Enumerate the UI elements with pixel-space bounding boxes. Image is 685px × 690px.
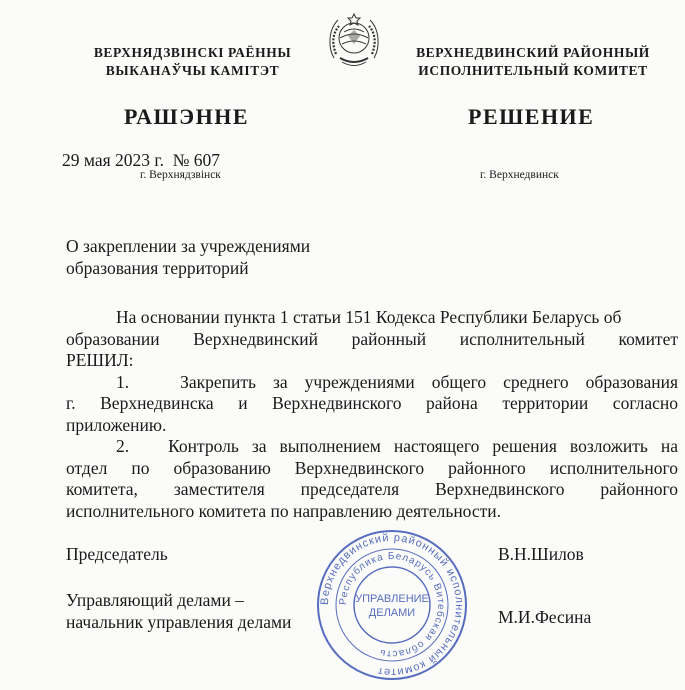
org-name-by	[60, 44, 325, 80]
manager-name: М.И.Фесина	[498, 607, 592, 627]
doc-title-by: РАШЭННЕ	[124, 104, 249, 129]
org-name-ru-line1: ВЕРХНЕДВИНСКИЙ РАЙОННЫЙ	[416, 45, 650, 60]
stamp-center-line1: УПРАВЛЕНИЕ	[355, 593, 429, 605]
emblem-of-belarus-icon	[326, 8, 382, 70]
manager-title-line2: начальник управления делами	[66, 611, 292, 632]
stamp-center-line2: ДЕЛАМИ	[368, 607, 416, 619]
stamp-seal-icon	[312, 525, 472, 685]
doc-title-ru: РЕШЕНИЕ	[468, 104, 595, 129]
intro-line2: образовании Верхнедвинский районный исполнительный комитет	[66, 328, 678, 349]
item1-line1: 1. Закрепить за учреждениями общего среднего образования	[116, 371, 678, 392]
org-name-ru	[388, 44, 678, 80]
item1-line3: приложению.	[66, 414, 167, 435]
manager-title	[66, 590, 291, 633]
item1-line2: г. Верхнедвинска и Верхнедвинского района территории согласно	[66, 393, 678, 413]
org-name-by-line1: ВЕРХНЯДЗВІНСКІ РАЁННЫ	[93, 45, 292, 60]
chair-name: В.Н.Шилов	[498, 544, 584, 564]
subject-line2: образования территорий	[66, 257, 249, 278]
chair-title: Председатель	[66, 544, 168, 564]
item2-line3: комитета, заместителя председателя Верхнедвинского районного	[66, 479, 678, 499]
body-text	[66, 307, 678, 522]
city-by: г. Верхнядзвінск	[140, 169, 221, 181]
state-emblem	[326, 8, 382, 70]
manager-title-line1: Управляющий делами –	[66, 590, 244, 610]
subject	[66, 236, 310, 279]
subject-line1: О закреплении за учреждениями	[66, 236, 311, 256]
org-name-by-line2: ВЫКАНАЎЧЫ КАМІТЭТ	[105, 63, 280, 78]
intro-line3: РЕШИЛ:	[66, 350, 134, 370]
item2-line2: отдел по образованию Верхнедвинского районного исполнительного	[66, 457, 678, 478]
date-number: 29 мая 2023 г. № 607	[62, 150, 221, 170]
item2-line1: 2. Контроль за выполнением настоящего решения возложить на	[116, 436, 678, 456]
city-ru: г. Верхнедвинск	[480, 169, 559, 181]
official-stamp	[312, 525, 472, 685]
stamp-outer-text: Верхнедвинский районный исполнительный комитет	[318, 531, 466, 679]
stamp-inner-text: Республика Беларусь Витебская область	[337, 550, 447, 660]
intro-line1: На основании пункта 1 статьи 151 Кодекса Республики Беларусь об	[116, 307, 622, 327]
item2-line4: исполнительного комитета по направлению деятельности.	[66, 500, 502, 521]
org-name-ru-line2: ИСПОЛНИТЕЛЬНЫЙ КОМИТЕТ	[418, 63, 648, 78]
